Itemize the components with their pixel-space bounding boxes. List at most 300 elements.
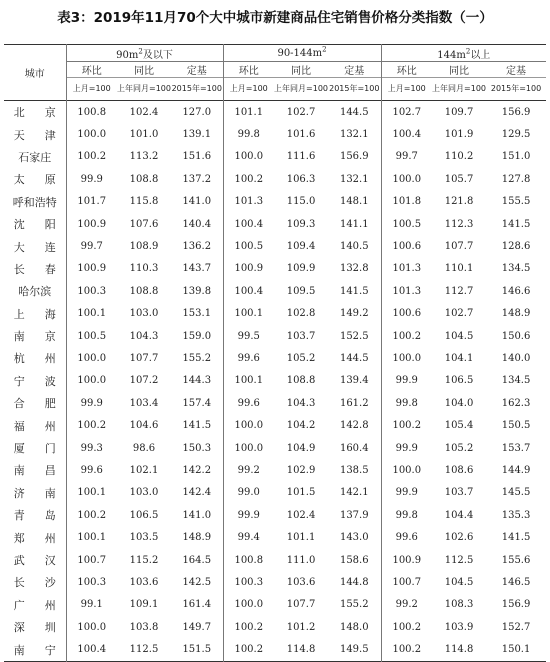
value-cell: 142.2 xyxy=(182,464,212,476)
value-cell: 121.8 xyxy=(444,196,474,208)
value-cell: 109.3 xyxy=(286,218,316,230)
table-row xyxy=(4,414,546,436)
value-cell: 141.5 xyxy=(182,420,212,432)
city-cell xyxy=(4,370,66,392)
value-cell: 106.5 xyxy=(444,375,474,387)
city-name: 京 xyxy=(44,330,56,344)
value-cell: 162.3 xyxy=(501,397,531,409)
base-header: 2015年=100 xyxy=(329,84,380,93)
value-cell: 132.8 xyxy=(339,263,369,275)
value-cell: 132.1 xyxy=(339,173,369,185)
table-row xyxy=(4,213,546,235)
city-name: 连 xyxy=(44,240,56,254)
city-name: 福 xyxy=(13,419,25,433)
value-cell: 105.7 xyxy=(444,173,474,185)
value-cell: 155.5 xyxy=(501,196,531,208)
value-cell: 114.8 xyxy=(444,644,474,656)
value-cell: 101.8 xyxy=(381,191,432,213)
value-cell: 151.0 xyxy=(501,151,531,163)
table-row xyxy=(4,235,546,257)
value-cell: 102.9 xyxy=(286,464,316,476)
value-cell: 155.2 xyxy=(182,352,212,364)
value-cell: 100.9 xyxy=(223,258,274,280)
value-cell: 99.7 xyxy=(66,235,117,257)
value-cell: 161.2 xyxy=(339,397,369,409)
city-name: 春 xyxy=(44,262,56,276)
value-cell: 140.4 xyxy=(182,218,212,230)
value-cell: 115.0 xyxy=(286,196,316,208)
city-name: 沙 xyxy=(44,576,56,590)
city-name: 南 xyxy=(44,486,56,500)
city-name: 昌 xyxy=(44,464,56,478)
value-cell: 148.0 xyxy=(339,621,369,633)
table-row xyxy=(4,191,546,213)
value-cell: 103.5 xyxy=(129,532,159,544)
value-cell: 100.2 xyxy=(223,638,274,661)
table-row xyxy=(4,146,546,168)
city-name: 上 xyxy=(13,307,25,321)
value-cell: 103.0 xyxy=(129,487,159,499)
value-cell: 150.5 xyxy=(501,420,531,432)
value-cell: 100.0 xyxy=(66,347,117,369)
city-name: 合 xyxy=(13,397,25,411)
value-cell: 142.8 xyxy=(339,420,369,432)
city-name: 门 xyxy=(44,442,56,456)
value-cell: 99.6 xyxy=(223,347,274,369)
value-cell: 160.4 xyxy=(339,442,369,454)
price-index-table xyxy=(4,44,546,662)
value-cell: 142.4 xyxy=(182,487,212,499)
value-cell: 107.7 xyxy=(286,599,316,611)
value-cell: 103.0 xyxy=(129,308,159,320)
value-cell: 113.2 xyxy=(129,151,159,163)
value-cell: 104.9 xyxy=(286,442,316,454)
value-cell: 149.5 xyxy=(339,644,369,656)
value-cell: 156.9 xyxy=(501,106,531,118)
value-cell: 102.1 xyxy=(129,464,159,476)
value-cell: 100.0 xyxy=(381,168,432,190)
value-cell: 100.2 xyxy=(223,168,274,190)
value-cell: 144.8 xyxy=(339,576,369,588)
value-cell: 150.3 xyxy=(182,442,212,454)
city-name: 原 xyxy=(44,173,56,187)
value-cell: 109.4 xyxy=(286,241,316,253)
value-cell: 104.2 xyxy=(286,420,316,432)
value-cell: 156.9 xyxy=(501,599,531,611)
value-cell: 100.1 xyxy=(223,370,274,392)
city-name: 岛 xyxy=(44,509,56,523)
city-name: 南 xyxy=(13,464,25,478)
value-cell: 100.2 xyxy=(381,414,432,436)
value-cell: 100.9 xyxy=(66,213,117,235)
value-cell: 99.9 xyxy=(381,437,432,459)
city-name: 北 xyxy=(13,106,25,120)
value-cell: 155.2 xyxy=(339,599,369,611)
value-cell: 105.2 xyxy=(286,352,316,364)
base-header: 上年同月=100 xyxy=(274,84,329,93)
value-cell: 102.7 xyxy=(381,101,432,124)
city-name: 宁 xyxy=(13,374,25,388)
value-cell: 100.2 xyxy=(66,146,117,168)
value-cell: 108.3 xyxy=(444,599,474,611)
value-cell: 152.7 xyxy=(501,621,531,633)
value-cell: 152.5 xyxy=(339,330,369,342)
table-row xyxy=(4,594,546,616)
value-cell: 112.7 xyxy=(444,285,474,297)
value-cell: 102.6 xyxy=(444,532,474,544)
city-cell xyxy=(4,504,66,526)
value-cell: 144.3 xyxy=(182,375,212,387)
value-cell: 102.4 xyxy=(286,509,316,521)
value-cell: 127.0 xyxy=(182,106,212,118)
value-cell: 105.4 xyxy=(444,420,474,432)
value-cell: 134.5 xyxy=(501,375,531,387)
value-cell: 153.1 xyxy=(182,308,212,320)
value-cell: 128.6 xyxy=(501,241,531,253)
value-cell: 148.9 xyxy=(182,532,212,544)
value-cell: 100.4 xyxy=(223,280,274,302)
table-row xyxy=(4,280,546,302)
value-cell: 143.0 xyxy=(339,532,369,544)
city-name: 海 xyxy=(44,307,56,321)
city-cell xyxy=(4,638,66,661)
base-header: 上月=100 xyxy=(381,78,432,101)
city-cell xyxy=(4,482,66,504)
value-cell: 107.7 xyxy=(129,352,159,364)
value-cell: 146.5 xyxy=(501,576,531,588)
value-cell: 135.3 xyxy=(501,509,531,521)
city-cell xyxy=(4,191,66,213)
city-name: 州 xyxy=(44,531,56,545)
value-cell: 99.6 xyxy=(66,459,117,481)
value-cell: 112.3 xyxy=(444,218,474,230)
value-cell: 144.5 xyxy=(339,106,369,118)
city-name: 郑 xyxy=(13,531,25,545)
table-row xyxy=(4,347,546,369)
table-row xyxy=(4,571,546,593)
table-row xyxy=(4,526,546,548)
value-cell: 109.9 xyxy=(286,263,316,275)
value-cell: 100.2 xyxy=(66,504,117,526)
value-cell: 153.7 xyxy=(501,442,531,454)
city-name: 圳 xyxy=(44,621,56,635)
value-cell: 100.0 xyxy=(381,459,432,481)
value-cell: 102.4 xyxy=(129,106,159,118)
subtype-header: 定基 xyxy=(186,66,207,77)
value-cell: 149.2 xyxy=(339,308,369,320)
city-name: 呼和浩特 xyxy=(12,195,57,209)
base-header: 上年同月=100 xyxy=(117,84,171,93)
value-cell: 102.8 xyxy=(286,308,316,320)
value-cell: 104.3 xyxy=(129,330,159,342)
city-name: 南 xyxy=(13,330,25,344)
value-cell: 101.3 xyxy=(381,258,432,280)
city-name: 州 xyxy=(44,419,56,433)
table-row xyxy=(4,168,546,190)
value-cell: 103.8 xyxy=(129,621,159,633)
city-cell xyxy=(4,549,66,571)
city-name: 州 xyxy=(44,352,56,366)
city-cell xyxy=(4,123,66,145)
group-header-large: $144m^2$以上 xyxy=(381,45,546,62)
value-cell: 99.9 xyxy=(66,168,117,190)
value-cell: 99.9 xyxy=(66,392,117,414)
value-cell: 102.7 xyxy=(444,308,474,320)
table-title: 表3：2019年11月70个大中城市新建商品住宅销售价格分类指数（一） xyxy=(57,10,493,26)
value-cell: 110.2 xyxy=(444,151,474,163)
value-cell: 100.0 xyxy=(223,146,274,168)
city-name: 哈尔滨 xyxy=(18,285,52,299)
value-cell: 101.3 xyxy=(223,191,274,213)
base-header: 上月=100 xyxy=(223,78,274,101)
value-cell: 101.1 xyxy=(223,101,274,124)
value-cell: 157.4 xyxy=(182,397,212,409)
value-cell: 139.4 xyxy=(339,375,369,387)
value-cell: 114.8 xyxy=(286,644,316,656)
value-cell: 164.5 xyxy=(182,554,212,566)
city-cell xyxy=(4,437,66,459)
table-row xyxy=(4,504,546,526)
city-name: 天 xyxy=(13,128,25,142)
group-header-medium: $90-144m^2$ xyxy=(223,45,381,62)
value-cell: 108.8 xyxy=(129,173,159,185)
value-cell: 100.1 xyxy=(66,303,117,325)
city-name: 州 xyxy=(44,598,56,612)
value-cell: 100.1 xyxy=(223,303,274,325)
value-cell: 106.5 xyxy=(129,509,159,521)
value-cell: 140.5 xyxy=(339,241,369,253)
value-cell: 155.6 xyxy=(501,554,531,566)
value-cell: 100.5 xyxy=(381,213,432,235)
value-cell: 100.7 xyxy=(66,549,117,571)
value-cell: 115.2 xyxy=(129,554,159,566)
value-cell: 100.0 xyxy=(223,437,274,459)
value-cell: 100.0 xyxy=(66,370,117,392)
value-cell: 100.4 xyxy=(223,213,274,235)
table-row xyxy=(4,437,546,459)
value-cell: 112.5 xyxy=(444,554,474,566)
value-cell: 103.9 xyxy=(444,621,474,633)
value-cell: 150.1 xyxy=(501,644,531,656)
value-cell: 142.5 xyxy=(182,576,212,588)
value-cell: 107.6 xyxy=(129,218,159,230)
city-name: 宁 xyxy=(44,643,56,657)
city-name: 波 xyxy=(44,374,56,388)
header-row-subtypes xyxy=(4,62,546,78)
value-cell: 100.6 xyxy=(381,303,432,325)
value-cell: 141.1 xyxy=(339,218,369,230)
city-cell xyxy=(4,280,66,302)
value-cell: 141.0 xyxy=(182,509,212,521)
value-cell: 99.7 xyxy=(381,146,432,168)
value-cell: 110.3 xyxy=(129,263,159,275)
value-cell: 140.0 xyxy=(501,352,531,364)
value-cell: 100.9 xyxy=(66,258,117,280)
value-cell: 100.2 xyxy=(223,616,274,638)
value-cell: 141.0 xyxy=(182,196,212,208)
value-cell: 139.1 xyxy=(182,129,212,141)
city-cell xyxy=(4,571,66,593)
city-cell xyxy=(4,213,66,235)
value-cell: 148.9 xyxy=(501,308,531,320)
city-name: 长 xyxy=(13,262,25,276)
value-cell: 142.1 xyxy=(339,487,369,499)
city-name: 青 xyxy=(13,509,25,523)
city-cell xyxy=(4,235,66,257)
value-cell: 104.0 xyxy=(444,397,474,409)
value-cell: 141.5 xyxy=(501,218,531,230)
value-cell: 100.2 xyxy=(66,414,117,436)
value-cell: 108.6 xyxy=(444,464,474,476)
value-cell: 100.2 xyxy=(381,616,432,638)
value-cell: 101.1 xyxy=(286,532,316,544)
city-name: 太 xyxy=(13,173,25,187)
value-cell: 99.9 xyxy=(223,504,274,526)
value-cell: 107.7 xyxy=(444,241,474,253)
value-cell: 110.1 xyxy=(444,263,474,275)
value-cell: 100.3 xyxy=(66,571,117,593)
table-row xyxy=(4,482,546,504)
table-row xyxy=(4,616,546,638)
value-cell: 101.9 xyxy=(444,129,474,141)
value-cell: 144.5 xyxy=(339,352,369,364)
value-cell: 100.3 xyxy=(223,571,274,593)
city-name: 津 xyxy=(44,128,56,142)
value-cell: 101.5 xyxy=(286,487,316,499)
city-name: 南 xyxy=(13,643,25,657)
value-cell: 100.0 xyxy=(223,594,274,616)
value-cell: 99.6 xyxy=(223,392,274,414)
subtype-header: 定基 xyxy=(344,66,365,77)
base-header: 上年同月=100 xyxy=(432,84,487,93)
city-cell xyxy=(4,616,66,638)
table-row xyxy=(4,638,546,661)
value-cell: 161.4 xyxy=(182,599,212,611)
value-cell: 127.8 xyxy=(501,173,531,185)
value-cell: 100.8 xyxy=(223,549,274,571)
value-cell: 104.5 xyxy=(444,576,474,588)
value-cell: 158.6 xyxy=(339,554,369,566)
value-cell: 109.1 xyxy=(129,599,159,611)
city-cell xyxy=(4,526,66,548)
value-cell: 137.2 xyxy=(182,173,212,185)
city-cell xyxy=(4,459,66,481)
value-cell: 148.1 xyxy=(339,196,369,208)
value-cell: 100.0 xyxy=(66,123,117,145)
value-cell: 99.1 xyxy=(66,594,117,616)
value-cell: 102.7 xyxy=(286,106,316,118)
city-name: 济 xyxy=(13,486,25,500)
table-row xyxy=(4,325,546,347)
value-cell: 104.4 xyxy=(444,509,474,521)
value-cell: 99.6 xyxy=(381,526,432,548)
city-column-header: 城市 xyxy=(24,69,45,80)
value-cell: 137.9 xyxy=(339,509,369,521)
table-row xyxy=(4,123,546,145)
value-cell: 99.2 xyxy=(381,594,432,616)
value-cell: 141.5 xyxy=(501,532,531,544)
city-name: 京 xyxy=(44,106,56,120)
table-row xyxy=(4,459,546,481)
value-cell: 109.7 xyxy=(444,106,474,118)
value-cell: 101.3 xyxy=(381,280,432,302)
value-cell: 100.5 xyxy=(66,325,117,347)
value-cell: 132.1 xyxy=(339,129,369,141)
value-cell: 111.6 xyxy=(286,151,316,163)
value-cell: 99.9 xyxy=(381,482,432,504)
city-name: 汉 xyxy=(44,554,56,567)
value-cell: 100.3 xyxy=(66,280,117,302)
value-cell: 101.7 xyxy=(66,191,117,213)
city-name: 肥 xyxy=(44,397,56,411)
value-cell: 101.6 xyxy=(286,129,316,141)
value-cell: 106.3 xyxy=(286,173,316,185)
city-cell xyxy=(4,594,66,616)
city-name: 广 xyxy=(13,598,25,612)
value-cell: 151.6 xyxy=(182,151,212,163)
value-cell: 100.0 xyxy=(223,414,274,436)
subtype-header: 环比 xyxy=(66,62,117,78)
group-header-small: $90m^2$及以下 xyxy=(66,45,223,62)
header-row-groups xyxy=(4,45,546,62)
table-row xyxy=(4,258,546,280)
value-cell: 103.7 xyxy=(444,487,474,499)
subtype-header: 环比 xyxy=(223,62,274,78)
value-cell: 108.8 xyxy=(129,285,159,297)
value-cell: 138.5 xyxy=(339,464,369,476)
city-name: 大 xyxy=(13,240,25,254)
value-cell: 146.6 xyxy=(501,285,531,297)
city-cell xyxy=(4,101,66,124)
value-cell: 141.5 xyxy=(339,285,369,297)
value-cell: 104.6 xyxy=(129,420,159,432)
value-cell: 156.9 xyxy=(339,151,369,163)
city-cell xyxy=(4,347,66,369)
city-name: 武 xyxy=(13,554,25,567)
value-cell: 104.3 xyxy=(286,397,316,409)
value-cell: 112.5 xyxy=(129,644,159,656)
subtype-header: 同比 xyxy=(291,66,312,77)
value-cell: 104.5 xyxy=(444,330,474,342)
value-cell: 139.8 xyxy=(182,285,212,297)
value-cell: 105.2 xyxy=(444,442,474,454)
value-cell: 115.8 xyxy=(129,196,159,208)
city-cell xyxy=(4,146,66,168)
value-cell: 100.4 xyxy=(381,123,432,145)
value-cell: 145.5 xyxy=(501,487,531,499)
value-cell: 100.9 xyxy=(381,549,432,571)
value-cell: 99.2 xyxy=(223,459,274,481)
value-cell: 100.4 xyxy=(66,638,117,661)
city-cell xyxy=(4,168,66,190)
value-cell: 100.8 xyxy=(66,101,117,124)
value-cell: 108.8 xyxy=(286,375,316,387)
value-cell: 103.6 xyxy=(286,576,316,588)
value-cell: 108.9 xyxy=(129,241,159,253)
base-header: 2015年=100 xyxy=(171,84,222,93)
value-cell: 100.1 xyxy=(66,526,117,548)
table-row xyxy=(4,303,546,325)
city-name: 深 xyxy=(13,621,25,635)
value-cell: 100.7 xyxy=(381,571,432,593)
city-name: 阳 xyxy=(44,218,56,232)
value-cell: 129.5 xyxy=(501,129,531,141)
value-cell: 101.0 xyxy=(129,129,159,141)
value-cell: 143.7 xyxy=(182,263,212,275)
city-name: 沈 xyxy=(13,218,25,232)
city-name: 厦 xyxy=(13,442,25,456)
value-cell: 98.6 xyxy=(132,442,156,454)
